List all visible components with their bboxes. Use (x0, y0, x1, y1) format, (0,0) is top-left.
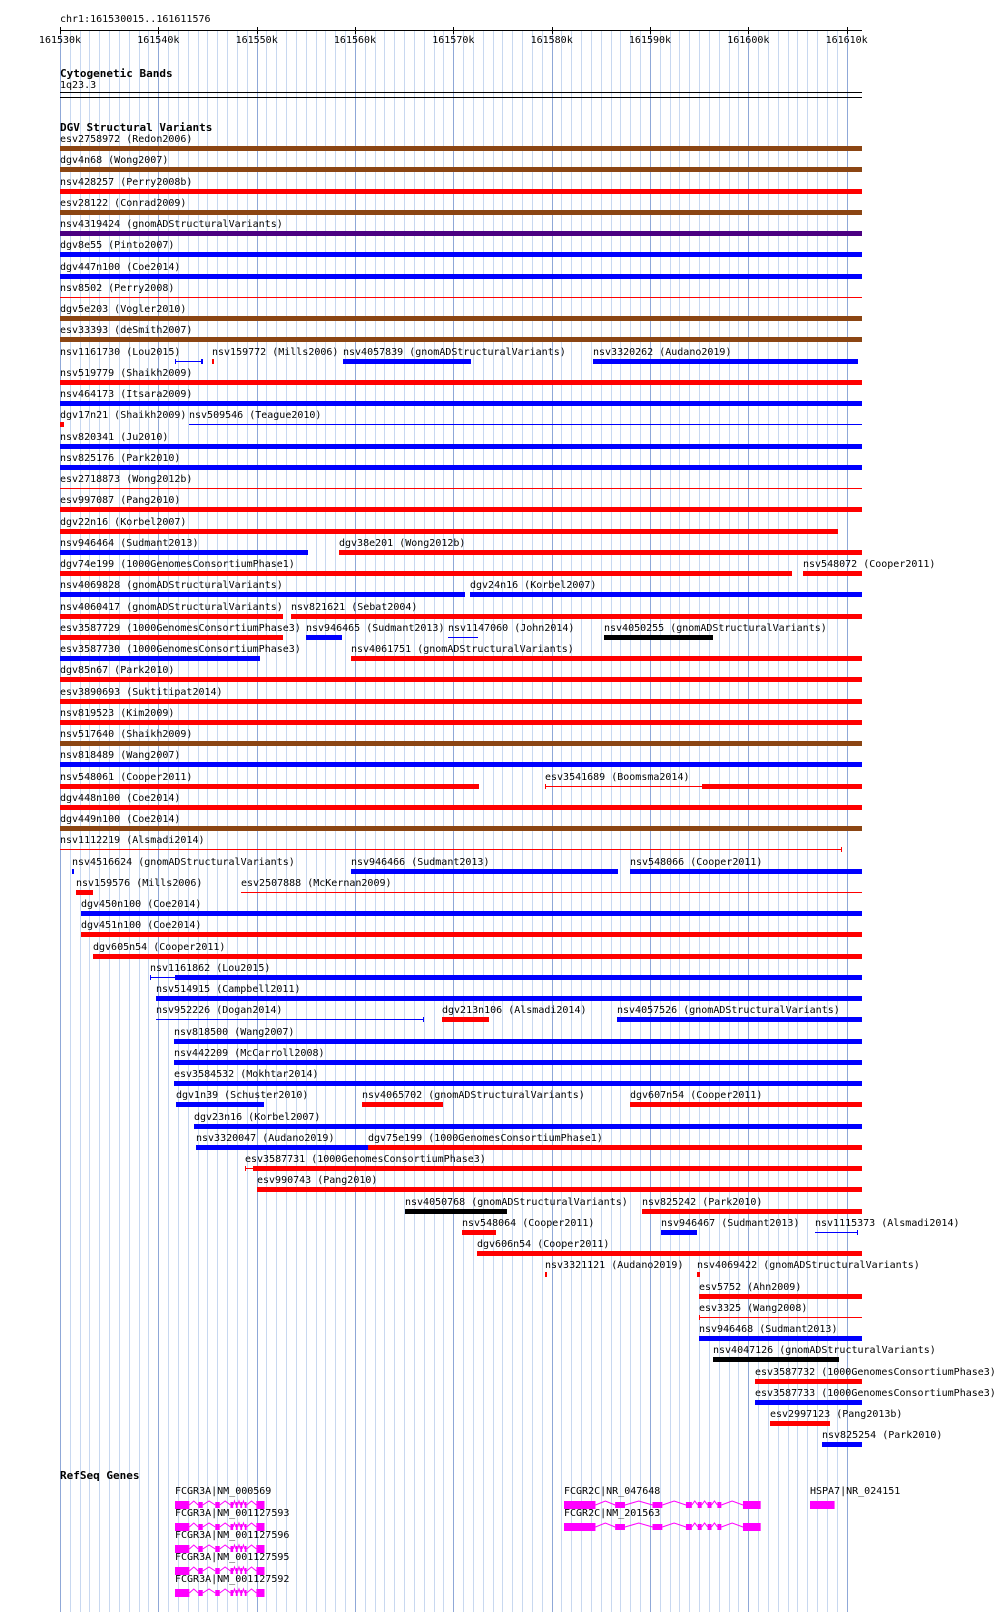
sv-label: nsv4047126 (gnomADStructuralVariants) (713, 1345, 936, 1356)
sv-bar[interactable] (60, 167, 862, 172)
sv-line[interactable] (245, 1168, 253, 1169)
gene-intron (247, 1523, 257, 1527)
gene-exon (215, 1590, 219, 1596)
ruler-coordinate-label: chr1:161530015..161611576 (60, 14, 211, 25)
sv-label: esv990743 (Pang2010) (257, 1175, 378, 1186)
ruler-tick-label: 161610k (825, 35, 868, 46)
sv-bar[interactable] (770, 1421, 830, 1426)
gene-intron (233, 1589, 236, 1593)
sv-bar[interactable] (60, 762, 862, 767)
sv-bar[interactable] (60, 507, 862, 512)
sv-endcap (857, 1230, 858, 1235)
sv-bar[interactable] (60, 337, 862, 342)
sv-label: nsv1161862 (Lou2015) (150, 963, 271, 974)
sv-line[interactable] (60, 849, 842, 850)
sv-line[interactable] (150, 977, 175, 978)
gene-intron (203, 1545, 216, 1549)
gene-model[interactable] (564, 1522, 763, 1532)
gene-intron (220, 1523, 231, 1527)
ruler-tick-mark (650, 27, 651, 34)
sv-label: nsv946468 (Sudmant2013) (699, 1324, 838, 1335)
sv-line[interactable] (448, 637, 478, 638)
sv-bar[interactable] (60, 592, 465, 597)
sv-label: nsv818489 (Wang2007) (60, 750, 181, 761)
sv-bar[interactable] (60, 465, 862, 470)
sv-line[interactable] (241, 892, 862, 893)
gene-intron (238, 1523, 241, 1527)
ruler-tick-mark (453, 27, 454, 34)
sv-bar[interactable] (60, 677, 862, 682)
sv-bar[interactable] (593, 359, 858, 364)
sv-label: dgv5e203 (Vogler2010) (60, 304, 187, 315)
ruler-tick-mark (60, 27, 61, 34)
gene-exon (245, 1590, 247, 1596)
ruler-tick-mark (748, 27, 749, 34)
sv-label: dgv605n54 (Cooper2011) (93, 942, 226, 953)
sv-label: nsv819523 (Kim2009) (60, 708, 175, 719)
sv-label: nsv548066 (Cooper2011) (630, 857, 763, 868)
sv-label: esv33393 (deSmith2007) (60, 325, 193, 336)
gene-intron (233, 1501, 236, 1505)
gene-intron (662, 1501, 686, 1505)
sv-label: nsv517640 (Shaikh2009) (60, 729, 193, 740)
sv-label: esv3587729 (1000GenomesConsortiumPhase3) (60, 623, 301, 634)
sv-bar[interactable] (196, 1145, 368, 1150)
sv-label: nsv952226 (Dogan2014) (156, 1005, 283, 1016)
gene-exon (743, 1523, 761, 1531)
sv-bar[interactable] (174, 1060, 862, 1065)
sv-label: dgv448n100 (Coe2014) (60, 793, 181, 804)
sv-bar[interactable] (60, 380, 862, 385)
sv-bar[interactable] (174, 1081, 862, 1086)
sv-label: dgv450n100 (Coe2014) (81, 899, 202, 910)
sv-bar[interactable] (60, 189, 862, 194)
sv-bar[interactable] (60, 656, 260, 661)
sv-bar[interactable] (368, 1145, 862, 1150)
sv-bar[interactable] (60, 720, 862, 725)
sv-label: dgv449n100 (Coe2014) (60, 814, 181, 825)
refseq-track-title: RefSeq Genes (60, 1469, 140, 1482)
sv-label: nsv514915 (Campbell2011) (156, 984, 301, 995)
sv-label: nsv428257 (Perry2008b) (60, 177, 193, 188)
sv-label: nsv4060417 (gnomADStructuralVariants) (60, 602, 283, 613)
sv-bar[interactable] (76, 890, 93, 895)
sv-label: esv2718873 (Wong2012b) (60, 474, 193, 485)
sv-bar[interactable] (699, 1294, 862, 1299)
sv-line[interactable] (60, 297, 862, 298)
sv-label: nsv3320047 (Audano2019) (196, 1133, 335, 1144)
gene-intron (203, 1523, 216, 1527)
sv-label: nsv4050768 (gnomADStructuralVariants) (405, 1197, 628, 1208)
gene-exon (708, 1524, 712, 1530)
sv-label: nsv825176 (Park2010) (60, 453, 181, 464)
sv-bar[interactable] (60, 316, 862, 321)
gene-label: FCGR3A|NM_001127595 (175, 1552, 290, 1563)
sv-bar[interactable] (351, 656, 862, 661)
sv-bar[interactable] (642, 1209, 862, 1214)
gene-intron (189, 1545, 198, 1549)
sv-bar[interactable] (803, 571, 862, 576)
gene-intron (189, 1523, 198, 1527)
sv-bar[interactable] (176, 1102, 264, 1107)
gene-label: FCGR2C|NM_201563 (564, 1508, 661, 1519)
ruler-tick-label: 161590k (628, 35, 672, 46)
sv-bar[interactable] (60, 614, 283, 619)
ruler-tick-label: 161530k (38, 35, 82, 46)
gene-intron (721, 1523, 743, 1527)
gene-exon (743, 1501, 761, 1509)
sv-label: nsv821621 (Sebat2004) (291, 602, 418, 613)
gene-intron (238, 1567, 241, 1571)
sv-label: esv3587731 (1000GenomesConsortiumPhase3) (245, 1154, 486, 1165)
gene-intron (233, 1545, 236, 1549)
gene-intron (247, 1589, 257, 1593)
sv-label: dgv38e201 (Wong2012b) (339, 538, 466, 549)
ruler-axis (60, 30, 862, 31)
ruler-tick-mark (355, 27, 356, 34)
sv-line[interactable] (175, 361, 201, 362)
sv-bar[interactable] (462, 1230, 496, 1235)
sv-bar[interactable] (291, 614, 862, 619)
sv-label: dgv451n100 (Coe2014) (81, 920, 202, 931)
sv-bar[interactable] (174, 1039, 862, 1044)
gene-intron (238, 1589, 241, 1593)
sv-label: esv3587733 (1000GenomesConsortiumPhase3) (755, 1388, 996, 1399)
sv-label: nsv548072 (Cooper2011) (803, 559, 936, 570)
gene-exon (175, 1589, 189, 1597)
sv-label: dgv17n21 (Shaikh2009) (60, 410, 187, 421)
sv-bar[interactable] (201, 359, 203, 364)
sv-label: esv3541689 (Boomsma2014) (545, 772, 690, 783)
gene-model[interactable] (175, 1588, 267, 1598)
ruler-tick-mark (257, 27, 258, 34)
sv-bar[interactable] (72, 869, 74, 874)
gene-intron (702, 1501, 708, 1505)
sv-label: dgv23n16 (Korbel2007) (194, 1112, 321, 1123)
sv-line[interactable] (189, 424, 862, 425)
gene-model[interactable] (810, 1500, 837, 1510)
cytoband-line-bottom (60, 97, 862, 98)
cytoband-track-title: Cytogenetic Bands (60, 67, 173, 80)
sv-label: nsv8502 (Perry2008) (60, 283, 175, 294)
gene-intron (189, 1589, 198, 1593)
sv-label: nsv946465 (Sudmant2013) (306, 623, 445, 634)
sv-line[interactable] (156, 1019, 423, 1020)
sv-bar[interactable] (405, 1209, 507, 1214)
sv-label: esv2997123 (Pang2013b) (770, 1409, 903, 1420)
sv-bar[interactable] (93, 954, 862, 959)
gene-intron (242, 1501, 245, 1505)
ruler-tick-label: 161560k (333, 35, 377, 46)
sv-bar[interactable] (470, 592, 862, 597)
sv-label: nsv4065702 (gnomADStructuralVariants) (362, 1090, 585, 1101)
gene-intron (625, 1501, 653, 1505)
sv-label: nsv1115373 (Alsmadi2014) (815, 1218, 960, 1229)
gene-intron (711, 1523, 717, 1527)
gene-intron (189, 1567, 198, 1571)
sv-bar[interactable] (630, 1102, 862, 1107)
sv-label: nsv4061751 (gnomADStructuralVariants) (351, 644, 574, 655)
sv-label: nsv825254 (Park2010) (822, 1430, 943, 1441)
cytoband-label: 1q23.3 (60, 80, 97, 91)
sv-bar[interactable] (697, 1272, 700, 1277)
sv-bar[interactable] (60, 422, 64, 427)
sv-bar[interactable] (81, 911, 862, 916)
sv-label: nsv4057839 (gnomADStructuralVariants) (343, 347, 566, 358)
gene-intron (220, 1567, 231, 1571)
sv-bar[interactable] (702, 784, 862, 789)
sv-bar[interactable] (617, 1017, 862, 1022)
sv-bar[interactable] (343, 359, 471, 364)
ruler-tick-label: 161540k (137, 35, 180, 46)
sv-startcap (175, 359, 176, 364)
gene-exon (686, 1524, 692, 1530)
ruler-tick-mark (847, 27, 848, 34)
sv-bar[interactable] (156, 996, 862, 1001)
sv-bar[interactable] (60, 252, 862, 257)
sv-label: dgv606n54 (Cooper2011) (477, 1239, 610, 1250)
sv-label: dgv74e199 (1000GenomesConsortiumPhase1) (60, 559, 295, 570)
gene-label: FCGR2C|NR_047648 (564, 1486, 661, 1497)
gene-exon (698, 1524, 702, 1530)
sv-bar[interactable] (60, 635, 283, 640)
gene-exon (230, 1590, 233, 1596)
sv-label: esv28122 (Conrad2009) (60, 198, 187, 209)
gene-intron (238, 1501, 241, 1505)
sv-label: nsv159576 (Mills2006) (76, 878, 203, 889)
gene-intron (692, 1523, 698, 1527)
gene-exon (236, 1590, 238, 1596)
gene-intron (242, 1589, 245, 1593)
sv-label: nsv4069828 (gnomADStructuralVariants) (60, 580, 283, 591)
sv-label: dgv24n16 (Korbel2007) (470, 580, 597, 591)
sv-bar[interactable] (60, 826, 862, 831)
sv-label: nsv464173 (Itsara2009) (60, 389, 193, 400)
sv-label: dgv22n16 (Korbel2007) (60, 517, 187, 528)
sv-label: esv2507888 (McKernan2009) (241, 878, 392, 889)
sv-label: esv3890693 (Suktitipat2014) (60, 687, 223, 698)
gene-exon (652, 1524, 662, 1530)
gene-exon (698, 1502, 702, 1508)
sv-line[interactable] (815, 1232, 858, 1233)
sv-label: nsv4069422 (gnomADStructuralVariants) (697, 1260, 920, 1271)
gene-intron (595, 1523, 615, 1527)
sv-bar[interactable] (60, 784, 479, 789)
sv-bar[interactable] (351, 869, 618, 874)
sv-bar[interactable] (60, 210, 862, 215)
sv-bar[interactable] (755, 1400, 862, 1405)
sv-bar[interactable] (194, 1124, 862, 1129)
gene-intron (220, 1501, 231, 1505)
gene-intron (189, 1501, 198, 1505)
gene-exon (564, 1523, 595, 1531)
sv-endcap (841, 847, 842, 852)
sv-bar[interactable] (306, 635, 342, 640)
sv-startcap (699, 1315, 700, 1320)
gene-intron (247, 1545, 257, 1549)
gene-label: FCGR3A|NM_000569 (175, 1486, 272, 1497)
sv-line[interactable] (545, 786, 702, 787)
sv-label: dgv8e55 (Pinto2007) (60, 240, 175, 251)
gene-intron (692, 1501, 698, 1505)
sv-bar[interactable] (60, 529, 838, 534)
sv-label: esv3584532 (Mokhtar2014) (174, 1069, 319, 1080)
gene-intron (721, 1501, 743, 1505)
sv-bar[interactable] (175, 975, 862, 980)
gene-intron (711, 1501, 717, 1505)
sv-label: nsv442209 (McCarroll2008) (174, 1048, 325, 1059)
gene-exon (686, 1502, 692, 1508)
gene-intron (233, 1567, 236, 1571)
sv-label: nsv1147060 (John2014) (448, 623, 575, 634)
sv-label: nsv946467 (Sudmant2013) (661, 1218, 800, 1229)
ruler-tick-label: 161580k (530, 35, 573, 46)
gene-intron (595, 1501, 615, 1505)
gene-intron (203, 1501, 216, 1505)
gene-intron (220, 1545, 231, 1549)
sv-label: nsv820341 (Ju2010) (60, 432, 169, 443)
dgv-track-title: DGV Structural Variants (60, 121, 213, 134)
sv-label: esv3325 (Wang2008) (699, 1303, 808, 1314)
sv-label: nsv519779 (Shaikh2009) (60, 368, 193, 379)
sv-bar[interactable] (60, 571, 792, 576)
sv-bar[interactable] (60, 550, 308, 555)
sv-bar[interactable] (362, 1102, 443, 1107)
sv-bar[interactable] (630, 869, 862, 874)
sv-bar[interactable] (339, 550, 862, 555)
sv-label: nsv4319424 (gnomADStructuralVariants) (60, 219, 283, 230)
gene-intron (242, 1545, 245, 1549)
sv-bar[interactable] (212, 359, 214, 364)
sv-label: nsv3321121 (Audano2019) (545, 1260, 684, 1271)
sv-bar[interactable] (60, 231, 862, 236)
gene-intron (702, 1523, 708, 1527)
sv-bar[interactable] (81, 932, 862, 937)
ruler-tick-mark (552, 27, 553, 34)
sv-bar[interactable] (60, 401, 862, 406)
sv-label: nsv159772 (Mills2006) (212, 347, 339, 358)
gene-intron (247, 1567, 257, 1571)
gene-intron (233, 1523, 236, 1527)
gene-exon (810, 1501, 835, 1509)
sv-label: nsv1112219 (Alsmadi2014) (60, 835, 205, 846)
sv-label: nsv509546 (Teague2010) (189, 410, 322, 421)
sv-label: esv2758972 (Redon2006) (60, 134, 193, 145)
sv-label: nsv946464 (Sudmant2013) (60, 538, 199, 549)
sv-label: esv3587732 (1000GenomesConsortiumPhase3) (755, 1367, 996, 1378)
sv-line[interactable] (60, 488, 862, 489)
sv-bar[interactable] (713, 1357, 839, 1362)
sv-label: nsv4057526 (gnomADStructuralVariants) (617, 1005, 840, 1016)
sv-bar[interactable] (477, 1251, 862, 1256)
gene-intron (203, 1567, 216, 1571)
sv-startcap (245, 1166, 246, 1171)
gene-label: FCGR3A|NM_001127593 (175, 1508, 290, 1519)
sv-label: dgv213n106 (Alsmadi2014) (442, 1005, 587, 1016)
sv-startcap (150, 975, 151, 980)
sv-bar[interactable] (545, 1272, 547, 1277)
sv-label: nsv548064 (Cooper2011) (462, 1218, 595, 1229)
ruler-tick-mark (158, 27, 159, 34)
sv-bar[interactable] (442, 1017, 489, 1022)
gene-label: HSPA7|NR_024151 (810, 1486, 901, 1497)
sv-label: dgv1n39 (Schuster2010) (176, 1090, 309, 1101)
gene-exon (256, 1589, 264, 1597)
sv-label: dgv607n54 (Cooper2011) (630, 1090, 763, 1101)
sv-label: dgv4n68 (Wong2007) (60, 155, 169, 166)
sv-label: dgv447n100 (Coe2014) (60, 262, 181, 273)
sv-label: nsv946466 (Sudmant2013) (351, 857, 490, 868)
cytoband-line-top (60, 92, 862, 93)
sv-line[interactable] (699, 1317, 862, 1318)
gene-label: FCGR3A|NM_001127592 (175, 1574, 290, 1585)
gene-exon (717, 1502, 721, 1508)
sv-bar[interactable] (60, 274, 862, 279)
sv-bar[interactable] (822, 1442, 862, 1447)
sv-bar[interactable] (60, 146, 862, 151)
sv-bar[interactable] (257, 1187, 862, 1192)
sv-label: esv3587730 (1000GenomesConsortiumPhase3) (60, 644, 301, 655)
sv-label: nsv4516624 (gnomADStructuralVariants) (72, 857, 295, 868)
sv-endcap (423, 1017, 424, 1022)
sv-bar[interactable] (661, 1230, 697, 1235)
gene-intron (203, 1589, 216, 1593)
sv-bar[interactable] (699, 1336, 862, 1341)
ruler-tick-label: 161570k (432, 35, 475, 46)
gene-intron (625, 1523, 653, 1527)
gene-exon (708, 1502, 712, 1508)
sv-startcap (545, 784, 546, 789)
sv-bar[interactable] (60, 699, 862, 704)
sv-bar[interactable] (60, 805, 862, 810)
gene-exon (615, 1524, 625, 1530)
gene-exon (240, 1590, 242, 1596)
sv-label: nsv4050255 (gnomADStructuralVariants) (604, 623, 827, 634)
sv-label: nsv818500 (Wang2007) (174, 1027, 295, 1038)
sv-label: nsv548061 (Cooper2011) (60, 772, 193, 783)
gene-label: FCGR3A|NM_001127596 (175, 1530, 290, 1541)
gene-exon (198, 1590, 202, 1596)
sv-bar[interactable] (253, 1166, 862, 1171)
ruler-tick-label: 161550k (235, 35, 278, 46)
sv-label: esv5752 (Ahn2009) (699, 1282, 802, 1293)
sv-label: nsv3320262 (Audano2019) (593, 347, 732, 358)
sv-label: esv997087 (Pang2010) (60, 495, 181, 506)
sv-bar[interactable] (60, 741, 862, 746)
sv-bar[interactable] (755, 1379, 862, 1384)
sv-label: dgv75e199 (1000GenomesConsortiumPhase1) (368, 1133, 603, 1144)
ruler-tick-label: 161600k (727, 35, 770, 46)
sv-bar[interactable] (60, 444, 862, 449)
sv-label: nsv825242 (Park2010) (642, 1197, 763, 1208)
sv-bar[interactable] (604, 635, 713, 640)
gene-intron (220, 1589, 231, 1593)
gene-intron (242, 1567, 245, 1571)
gene-intron (242, 1523, 245, 1527)
sv-label: dgv85n67 (Park2010) (60, 665, 175, 676)
gene-intron (662, 1523, 686, 1527)
sv-label: nsv1161730 (Lou2015) (60, 347, 181, 358)
gene-intron (238, 1545, 241, 1549)
gene-intron (247, 1501, 257, 1505)
gene-exon (717, 1524, 721, 1530)
